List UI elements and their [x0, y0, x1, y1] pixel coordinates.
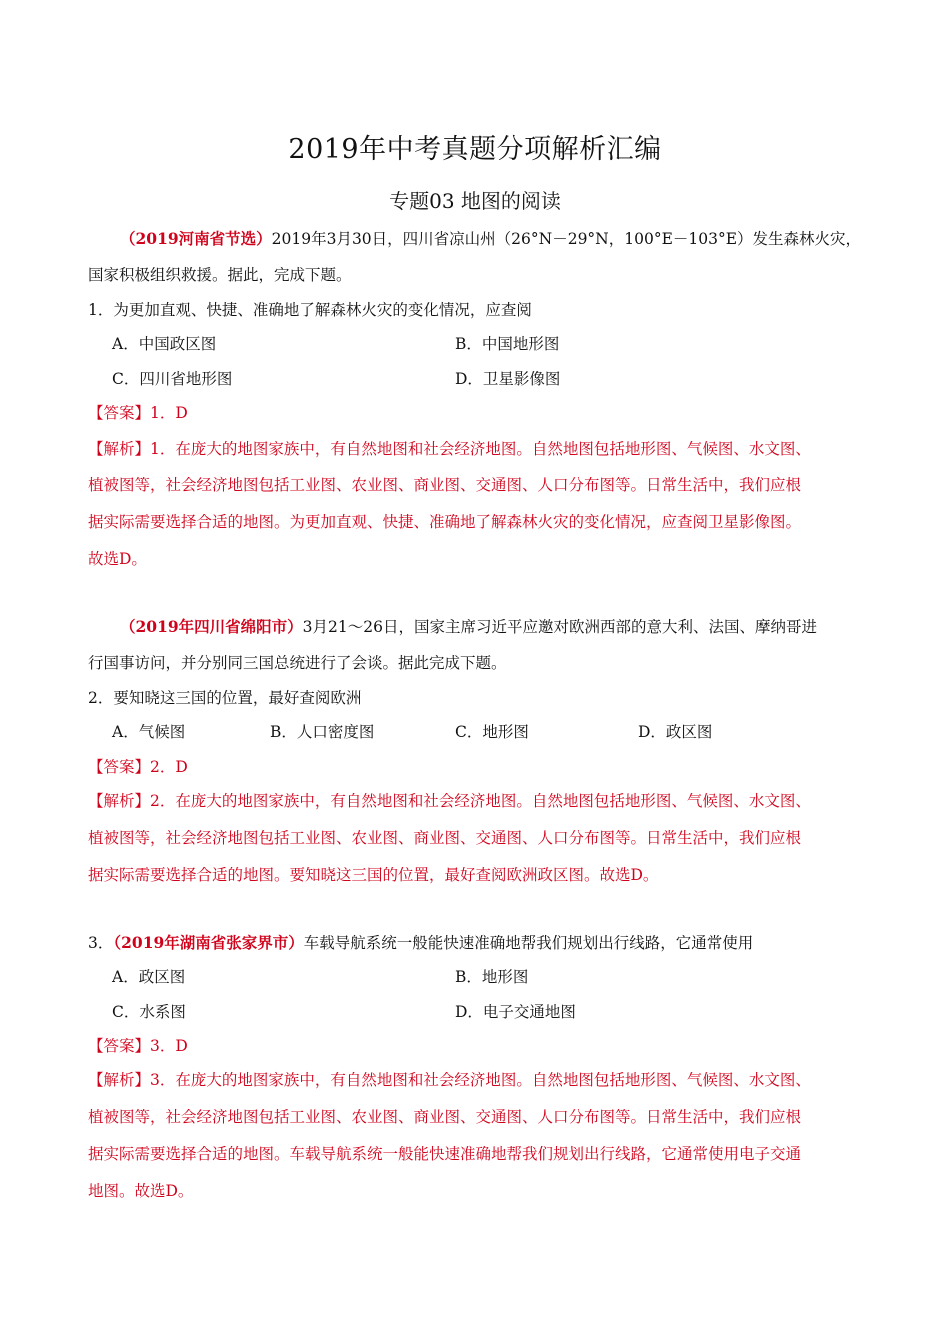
q3-analysis-line: 植被图等，社会经济地图包括工业图、农业图、商业图、交通图、人口分布图等。日常生活中，我们应根 — [88, 1108, 802, 1126]
q3-question — [88, 932, 878, 954]
q2-option-d: D．政区图 — [638, 723, 713, 741]
q3-analysis-text: 3．在庞大的地图家族中，有自然地图和社会经济地图。自然地图包括地形图、气候图、水文图、 — [150, 1071, 811, 1089]
q1-intro-text: 2019年3月30日，四川省凉山州（26°N－29°N，100°E－103°E）发生森林火灾， — [271, 230, 862, 248]
q2-source: （2019年四川省绵阳市） — [120, 617, 303, 636]
q3-answer — [88, 1035, 878, 1057]
q2-analysis-tag: 【解析】 — [88, 792, 151, 810]
q1-source: （2019河南省节选） — [120, 229, 272, 248]
q2-option-a: A．气候图 — [112, 723, 186, 741]
q3-analysis-line: 地图。故选D。 — [88, 1182, 194, 1200]
q1-analysis-tag: 【解析】 — [88, 440, 151, 458]
q3-option-c: C．水系图 — [112, 1003, 186, 1021]
q2-option-c: C．地形图 — [455, 723, 529, 741]
q3-analysis-tag: 【解析】 — [88, 1071, 151, 1089]
q1-answer-value: 1．D — [150, 404, 188, 422]
q3-question-text: 车载导航系统一般能快速准确地帮我们规划出行线路，它通常使用 — [303, 934, 754, 952]
q1-option-d: D．卫星影像图 — [455, 370, 561, 388]
q3-number: 3． — [88, 934, 114, 952]
q2-analysis-line: 植被图等，社会经济地图包括工业图、农业图、商业图、交通图、人口分布图等。日常生活中，我们应根 — [88, 829, 802, 847]
q3-option-a: A．政区图 — [112, 968, 186, 986]
q3-option-d: D．电子交通地图 — [455, 1003, 576, 1021]
q1-analysis-text: 1．在庞大的地图家族中，有自然地图和社会经济地图。自然地图包括地形图、气候图、水文图、 — [150, 440, 811, 458]
q1-analysis-line — [88, 438, 878, 460]
q2-question: 2．要知晓这三国的位置，最好查阅欧洲 — [88, 689, 362, 707]
q2-analysis-line — [88, 790, 878, 812]
q1-analysis-line: 据实际需要选择合适的地图。为更加直观、快捷、准确地了解森林火灾的变化情况，应查阅卫星影像图。 — [88, 513, 802, 531]
q1-option-b: B．中国地形图 — [455, 335, 560, 353]
q1-answer — [88, 402, 878, 424]
q1-analysis-line: 植被图等，社会经济地图包括工业图、农业图、商业图、交通图、人口分布图等。日常生活中，我们应根 — [88, 476, 802, 494]
q2-analysis-line: 据实际需要选择合适的地图。要知晓这三国的位置，最好查阅欧洲政区图。故选D。 — [88, 866, 659, 884]
q1-analysis-line: 故选D。 — [88, 550, 147, 568]
q2-answer-value: 2．D — [150, 758, 188, 776]
q3-answer-value: 3．D — [150, 1037, 188, 1055]
q3-source: （2019年湖南省张家界市） — [113, 933, 304, 952]
q2-answer — [88, 756, 878, 778]
q1-question: 1．为更加直观、快捷、准确地了解森林火灾的变化情况，应查阅 — [88, 301, 532, 319]
q2-answer-tag: 【答案】 — [88, 758, 151, 776]
q3-option-b: B．地形图 — [455, 968, 529, 986]
q2-analysis-text: 2．在庞大的地图家族中，有自然地图和社会经济地图。自然地图包括地形图、气候图、水文图、 — [150, 792, 811, 810]
q1-answer-tag: 【答案】 — [88, 404, 151, 422]
q3-analysis-line: 据实际需要选择合适的地图。车载导航系统一般能快速准确地帮我们规划出行线路，它通常使用电子交通 — [88, 1145, 802, 1163]
q2-intro — [120, 616, 910, 638]
q1-intro — [120, 228, 910, 250]
page-subtitle: 专题03 地图的阅读 — [389, 189, 561, 213]
q1-intro-line2: 国家积极组织救援。据此，完成下题。 — [88, 266, 352, 284]
q3-analysis-line — [88, 1069, 878, 1091]
page-title: 2019年中考真题分项解析汇编 — [288, 134, 662, 165]
q2-intro-text: 3月21～26日，国家主席习近平应邀对欧洲西部的意大利、法国、摩纳哥进 — [302, 618, 817, 636]
q2-option-b: B．人口密度图 — [270, 723, 375, 741]
q3-answer-tag: 【答案】 — [88, 1037, 151, 1055]
q1-option-c: C．四川省地形图 — [112, 370, 233, 388]
q2-intro-line2: 行国事访问，并分别同三国总统进行了会谈。据此完成下题。 — [88, 654, 507, 672]
q1-option-a: A．中国政区图 — [112, 335, 217, 353]
